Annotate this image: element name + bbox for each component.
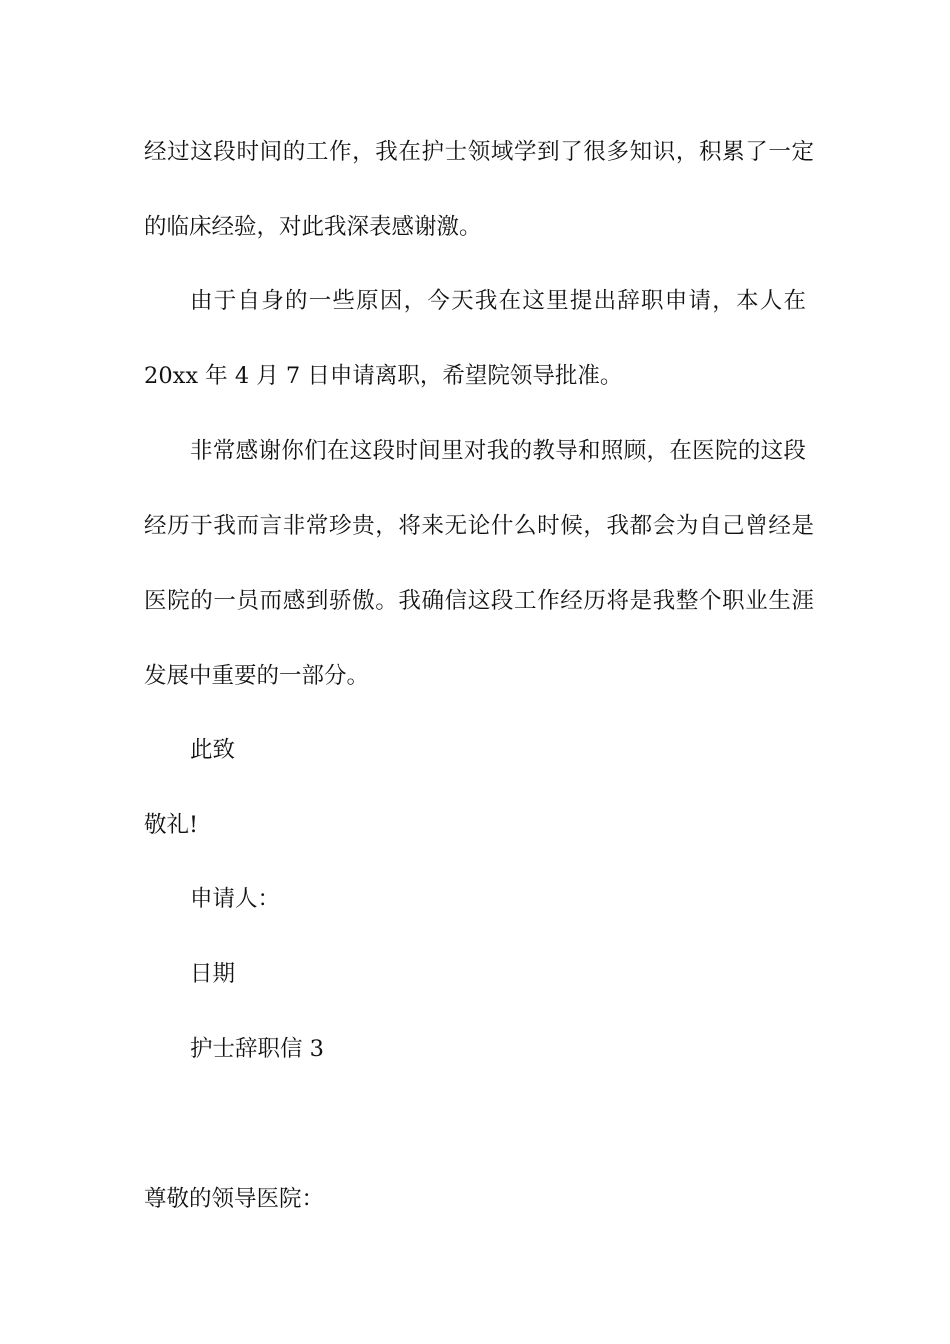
applicant-label: 申请人： [190,886,281,912]
body-line-7: 医院的一员而感到骄傲。我确信这段工作经历将是我整个职业生涯 [144,588,814,614]
body-line-8: 发展中重要的一部分。 [144,663,370,689]
body-line-5: 非常感谢你们在这段时间里对我的教导和照顾，在医院的这段 [190,438,806,464]
letter-greeting: 尊敬的领导医院： [144,1186,325,1212]
body-line-1: 经过这段时间的工作，我在护士领域学到了很多知识，积累了一定 [144,139,814,165]
body-line-3: 由于自身的一些原因，今天我在这里提出辞职申请，本人在 [190,288,806,314]
section-title: 护士辞职信 3 [190,1036,324,1062]
body-line-4: 20xx 年 4 月 7 日申请离职，希望院领导批准。 [144,363,623,389]
date-label: 日期 [190,961,236,987]
body-line-2: 的临床经验，对此我深表感谢激。 [144,214,482,240]
closing-salutation: 此致 [190,737,236,763]
closing-regards: 敬礼! [144,812,199,838]
body-line-6: 经历于我而言非常珍贵，将来无论什么时候，我都会为自己曾经是 [144,513,814,539]
